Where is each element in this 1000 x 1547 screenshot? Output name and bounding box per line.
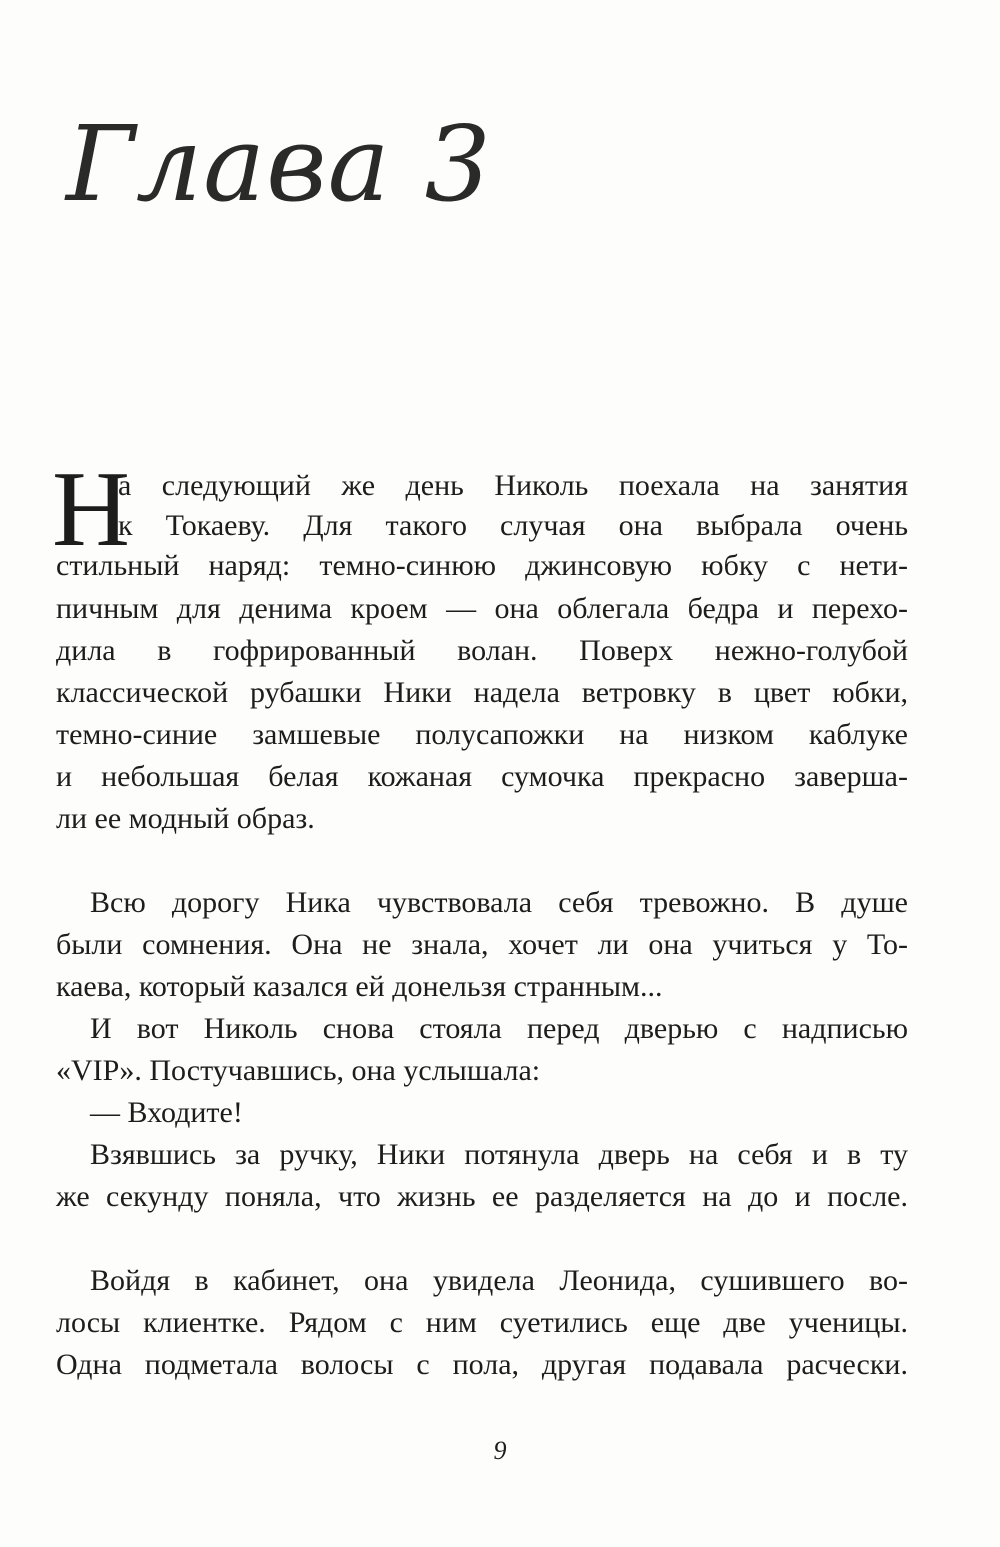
text-line: «VIP». Постучавшись, она услышала: [56, 1054, 541, 1087]
drop-cap: Н [52, 450, 130, 569]
text-line: Одна подметала волосы с пола, другая подавала расчески. [56, 1348, 908, 1381]
text-line: лосы клиентке. Рядом с ним суетились еще две ученицы. [56, 1306, 908, 1339]
text-line: ли ее модный образ. [56, 802, 315, 835]
text-line: — Входите! [90, 1096, 243, 1129]
text-line: Взявшись за ручку, Ники потянула дверь на себя и в ту [90, 1138, 908, 1171]
text-line: и небольшая белая кожаная сумочка прекрасно заверша- [56, 760, 908, 793]
chapter-title: Глава 3 [66, 103, 492, 225]
text-line: а следующий же день Николь поехала на занятия [118, 469, 908, 502]
page-number: 9 [493, 1436, 507, 1465]
text-line: были сомнения. Она не знала, хочет ли она учиться у То- [56, 928, 908, 961]
text-line: Всю дорогу Ника чувствовала себя тревожно. В душе [90, 886, 908, 919]
text-line: классической рубашки Ники надела ветровку в цвет юбки, [56, 676, 908, 709]
text-line: дила в гофрированный волан. Поверх нежно-голубой [56, 634, 908, 667]
text-line: же секунду поняла, что жизнь ее разделяется на до и после. [56, 1180, 908, 1213]
text-line: темно-синие замшевые полусапожки на низком каблуке [56, 718, 908, 751]
text-line: к Токаеву. Для такого случая она выбрала очень [118, 509, 908, 542]
text-line: пичным для денима кроем — она облегала бедра и перехо- [56, 592, 908, 625]
text-line: И вот Николь снова стояла перед дверью с надписью [90, 1012, 908, 1045]
text-line: Войдя в кабинет, она увидела Леонида, сушившего во- [90, 1264, 908, 1297]
text-line: стильный наряд: темно-синюю джинсовую юбку с нети- [56, 549, 908, 582]
text-line: каева, который казался ей донельзя странным... [56, 970, 663, 1003]
